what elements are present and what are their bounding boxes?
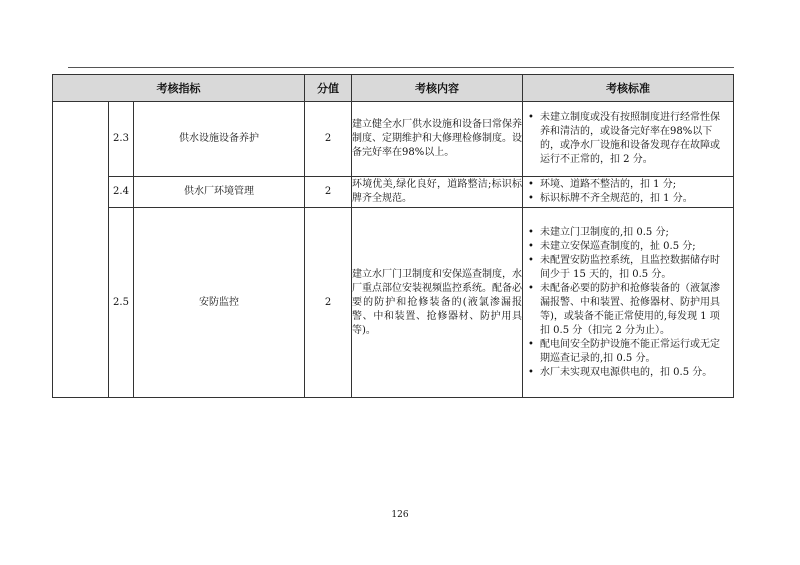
standard-item: • 未配置安防监控系统，且监控数据储存时间少于 15 天的，扣 0.5 分。 — [527, 254, 729, 282]
row-score: 2 — [305, 102, 352, 177]
row-number: 2.4 — [109, 177, 134, 208]
table-row — [53, 102, 734, 177]
row-content: 环境优美,绿化良好，道路整洁;标识标牌齐全规范。 — [352, 177, 523, 208]
standard-item: • 未配备必要的防护和抢修装备的（液氯渗漏报警、中和装置、抢修器材、防护用具等)，或装备不能正常使用的,每发现 1 项扣 0.5 分（扣完 2 分为止）。 — [527, 282, 729, 338]
header-content: 考核内容 — [352, 75, 523, 102]
row-standard — [523, 102, 734, 177]
standard-item: • 未建立制度或没有按照制度进行经常性保养和清洁的，或设备完好率在98%以下的，或净水厂设施和设备发现存在故障或运行不正常的，扣 2 分。 — [527, 111, 729, 167]
row-number: 2.5 — [109, 208, 134, 398]
row-indicator: 安防监控 — [134, 208, 305, 398]
row-indicator: 供水厂环境管理 — [134, 177, 305, 208]
header-standard: 考核标准 — [523, 75, 734, 102]
standard-item: • 配电间安全防护设施不能正常运行或无定期巡查记录的,扣 0.5 分。 — [527, 338, 729, 366]
table-row — [53, 208, 734, 398]
table-header-row — [53, 75, 734, 102]
standard-item: • 水厂未实现双电源供电的，扣 0.5 分。 — [527, 366, 729, 380]
row-standard — [523, 177, 734, 208]
page-number: 126 — [391, 510, 409, 520]
header-indicator: 考核指标 — [53, 75, 305, 102]
row-content: 建立健全水厂供水设施和设备曰常保养制度、定期维护和大修理检修制度。设备完好率在98%以上。 — [352, 102, 523, 177]
header-rule — [68, 67, 734, 68]
row-score: 2 — [305, 208, 352, 398]
category-cell — [53, 102, 109, 398]
row-score: 2 — [305, 177, 352, 208]
row-standard — [523, 208, 734, 398]
row-content: 建立水厂门卫制度和安保巡查制度，水厂重点部位安装视频监控系统。配备必要的防护和抢修装备的(液氯渗漏报警、中和装置、抢修器材、防护用具等)。 — [352, 208, 523, 398]
standard-item: • 环境、道路不整洁的，扣 1 分; — [527, 178, 729, 192]
row-indicator: 供水设施设备养护 — [134, 102, 305, 177]
standard-item: • 未建立门卫制度的,扣 0.5 分; — [527, 226, 729, 240]
row-number: 2.3 — [109, 102, 134, 177]
standard-item: • 标识标牌不齐全规范的，扣 1 分。 — [527, 192, 729, 206]
standard-item: • 未建立安保巡查制度的，扯 0.5 分; — [527, 240, 729, 254]
assessment-table — [52, 74, 734, 398]
header-score: 分值 — [305, 75, 352, 102]
table-row — [53, 177, 734, 208]
